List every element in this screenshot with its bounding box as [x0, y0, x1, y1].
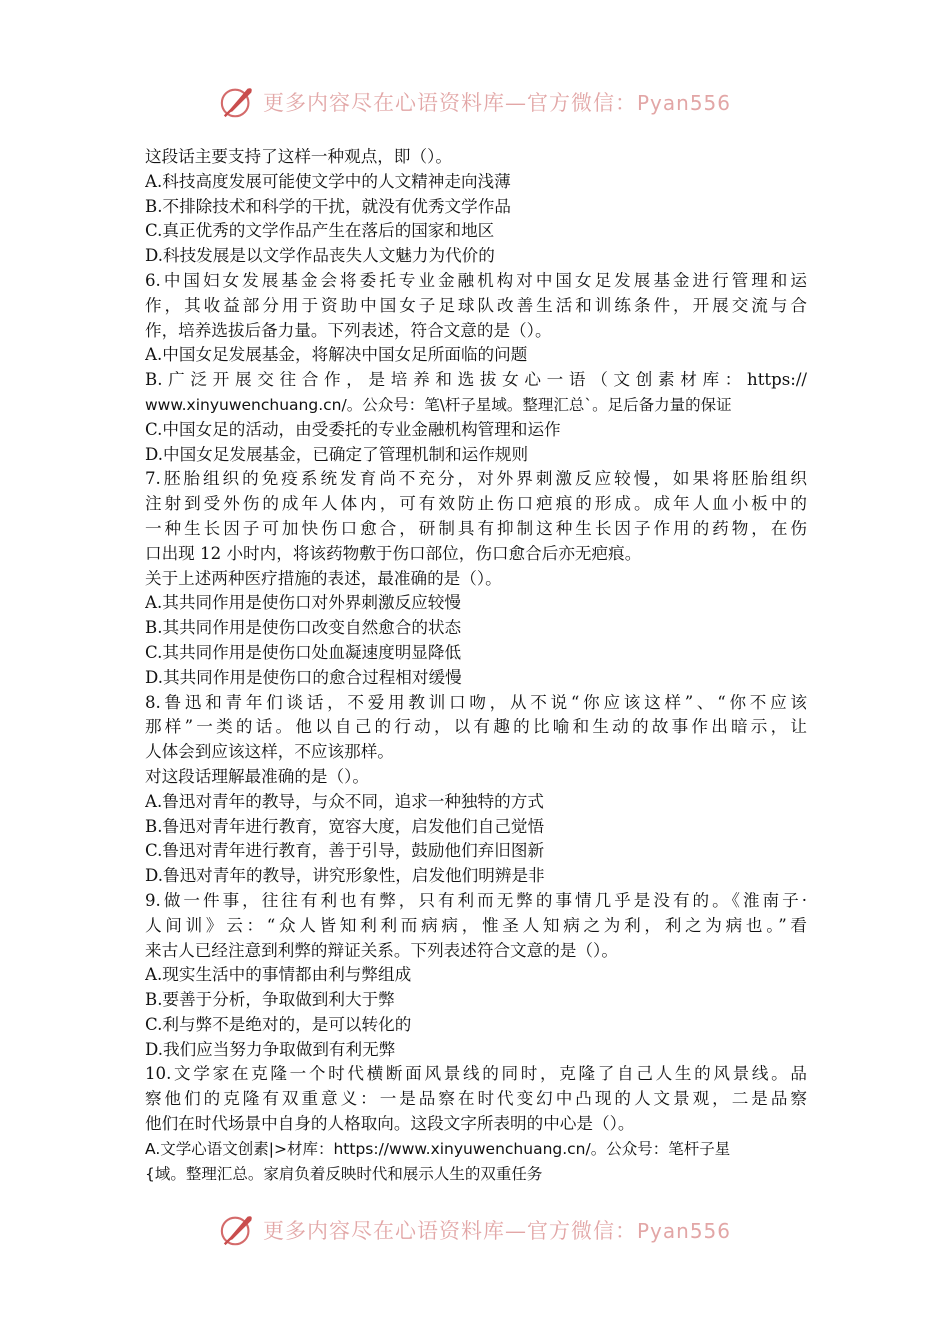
- text-line: 作，其收益部分用于资助中国女子足球队改善生活和训练条件，开展交流与合: [145, 295, 807, 315]
- text-line: A.其共同作用是使伤口对外界刺激反应较慢: [145, 593, 461, 613]
- watermark-line: {域。整理汇总。家肩负着反映时代和展示人生的双重任务: [145, 1164, 543, 1183]
- text-line: A.中国女足发展基金，将解决中国女足所面临的问题: [145, 345, 528, 365]
- text-line: 人间训》云：“众人皆知利利而病病，惟圣人知病之为利，利之为病也。”看: [145, 915, 807, 935]
- text-line: 那样”一类的话。他以自己的行动，以有趣的比喻和生动的故事作出暗示，让: [145, 717, 807, 737]
- text-line: B.要善于分析，争取做到利大于弊: [145, 990, 395, 1010]
- text-line: D.科技发展是以文学作品丧失人文魅力为代价的: [145, 246, 495, 266]
- text-line: 关于上述两种医疗措施的表述，最准确的是（）。: [145, 568, 502, 588]
- text-line: C.利与弊不是绝对的，是可以转化的: [145, 1014, 412, 1034]
- text-line: D.中国女足发展基金，已确定了管理机制和运作规则: [145, 444, 529, 464]
- text-line: 一种生长因子可加快伤口愈合，研制具有抑制这种生长因子作用的药物，在伤: [145, 518, 807, 538]
- text-line: D.我们应当努力争取做到有利无弊: [145, 1039, 396, 1059]
- text-line: A.科技高度发展可能使文学中的人文精神走向浅薄: [145, 171, 511, 191]
- text-line: D.其共同作用是使伤口的愈合过程相对缓慢: [145, 667, 462, 687]
- text-line: 10.文学家在克隆一个时代横断面风景线的同时，克隆了自己人生的风景线。品: [145, 1064, 807, 1084]
- text-line: A.鲁迅对青年的教导，与众不同，追求一种独特的方式: [145, 791, 544, 811]
- wechat-id: Pyan556: [636, 1219, 731, 1243]
- text-line: C.中国女足的活动，由受委托的专业金融机构管理和运作: [145, 419, 561, 439]
- text-line: A.现实生活中的事情都由利与弊组成: [145, 965, 412, 985]
- text-line: B.广泛开展交往合作，是培养和选拔女心一语（文创素材库：https://: [145, 370, 807, 390]
- text-line: 来古人已经注意到利弊的辩证关系。下列表述符合文意的是（）。: [145, 940, 618, 960]
- text-line: C.其共同作用是使伤口处血凝速度明显降低: [145, 642, 462, 662]
- text-line: B.不排除技术和科学的干扰，就没有优秀文学作品: [145, 196, 511, 216]
- text-line: 6.中国妇女发展基金会将委托专业金融机构对中国女足发展基金进行管理和运: [145, 270, 807, 290]
- footer-banner-text: 更多内容尽在心语资料库—官方微信：Pyan556: [262, 1219, 731, 1243]
- quill-logo-icon: [219, 83, 257, 121]
- text-line: 察他们的克隆有双重意义：一是品察在时代变幻中凸现的人文景观，二是品察: [145, 1089, 807, 1109]
- text-line: D.鲁迅对青年的教导，讲究形象性，启发他们明辨是非: [145, 866, 545, 886]
- watermark-line: A.文学心语文创素|>材库：https://www.xinyuwenchuang.cn/。公众号：笔杆子星: [145, 1139, 731, 1158]
- text-line: C.鲁迅对青年进行教育，善于引导，鼓励他们弃旧图新: [145, 841, 545, 861]
- text-line: 9.做一件事，往往有利也有弊，只有利而无弊的事情几乎是没有的。《淮南子·: [145, 890, 807, 910]
- header-banner-text: 更多内容尽在心语资料库—官方微信：Pyan556: [262, 91, 731, 115]
- text-line: 注射到受外伤的成年人体内，可有效防止伤口疤痕的形成。成年人血小板中的: [145, 494, 807, 514]
- text-line: 他们在时代场景中自身的人格取向。这段文字所表明的中心是（）。: [145, 1114, 635, 1134]
- text-line: 作，培养选拔后备力量。下列表述，符合文意的是（）。: [145, 320, 552, 340]
- text-line: C.真正优秀的文学作品产生在落后的国家和地区: [145, 221, 495, 241]
- text-line: 口出现 12 小时内，将该药物敷于伤口部位，伤口愈合后亦无疤痕。: [145, 543, 642, 563]
- text-line: 这段话主要支持了这样一种观点，即（）。: [145, 147, 452, 166]
- document-body: [145, 145, 807, 1186]
- text-line: 人体会到应该这样，不应该那样。: [145, 742, 394, 762]
- text-line: 7.胚胎组织的免疫系统发育尚不充分，对外界刺激反应较慢，如果将胚胎组织: [145, 469, 807, 489]
- text-line: 8.鲁迅和青年们谈话，不爱用教训口吻，从不说“你应该这样”、“你不应该: [145, 692, 807, 712]
- text-line: B.其共同作用是使伤口改变自然愈合的状态: [145, 618, 462, 638]
- footer-banner: [0, 1210, 950, 1250]
- watermark-line: www.xinyuwenchuang.cn/。公众号：笔\杆子星域。整理汇总`。足后备力量的保证: [145, 395, 732, 414]
- wechat-id: Pyan556: [636, 91, 731, 115]
- text-line: B.鲁迅对青年进行教育，宽容大度，启发他们自己觉悟: [145, 816, 545, 836]
- header-banner: [0, 82, 950, 122]
- text-line: 对这段话理解最准确的是（）。: [145, 766, 370, 786]
- quill-logo-icon: [219, 1211, 257, 1249]
